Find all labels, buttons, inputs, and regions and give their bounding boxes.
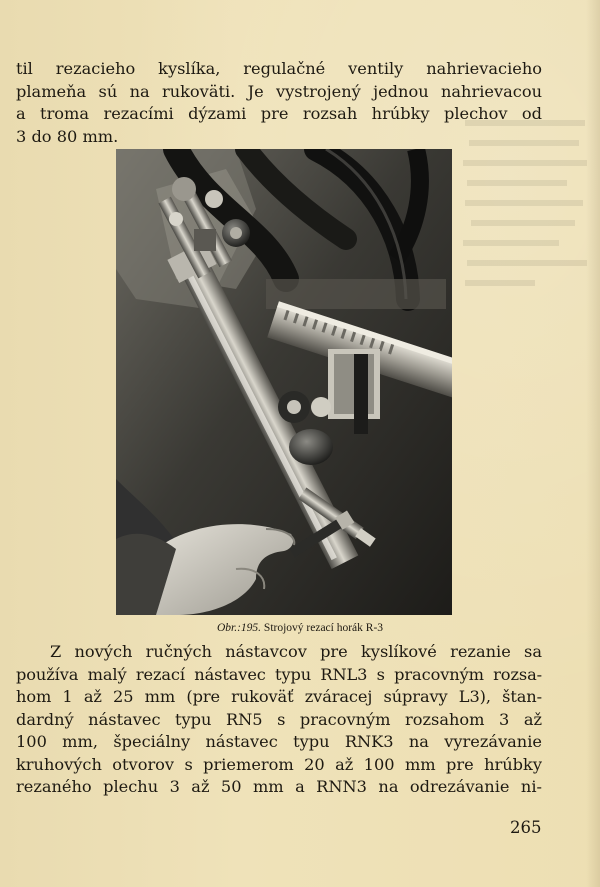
page-number: 265	[510, 818, 542, 837]
text-line: til rezacieho kyslíka, regulačné ventily nahrievacieho	[16, 59, 542, 78]
bleed-through-text	[455, 110, 600, 390]
figure-number: Obr.:195.	[216, 622, 262, 634]
text-line: Z nových ručných nástavcov pre kyslíkové rezanie sa	[50, 642, 542, 661]
text-line: plameňa sú na rukoväti. Je vystrojený jednou nahrievacou	[16, 81, 542, 101]
text-line: 100 mm, špeciálny nástavec typu RNK3 na vyrezávanie	[16, 732, 542, 751]
body-paragraph	[16, 641, 542, 799]
text-line: a troma rezacími dýzami pre rozsah hrúbky plechov od	[16, 104, 542, 123]
torch-illustration	[116, 149, 452, 615]
figure-caption	[0, 622, 600, 634]
page-edge-shadow	[586, 0, 600, 887]
text-line: kruhových otvorov s priemerom 20 až 100 mm pre hrúbky	[16, 754, 542, 774]
cutting-torch-photo	[116, 149, 452, 615]
text-line: 3 do 80 mm.	[16, 126, 119, 146]
text-line: dardný nástavec typu RN5 s pracovným rozsahom 3 až	[16, 709, 542, 729]
text-line: používa malý rezací nástavec typu RNL3 s pracovným rozsa-	[16, 664, 542, 684]
figure-caption-text: Strojový rezací horák R-3	[263, 622, 384, 634]
text-line: rezaného plechu 3 až 50 mm a RNN3 na odrezávanie ni-	[16, 777, 542, 796]
text-line: hom 1 až 25 mm (pre rukoväť zváracej súpravy L3), štan-	[16, 687, 542, 706]
intro-paragraph	[16, 58, 542, 148]
